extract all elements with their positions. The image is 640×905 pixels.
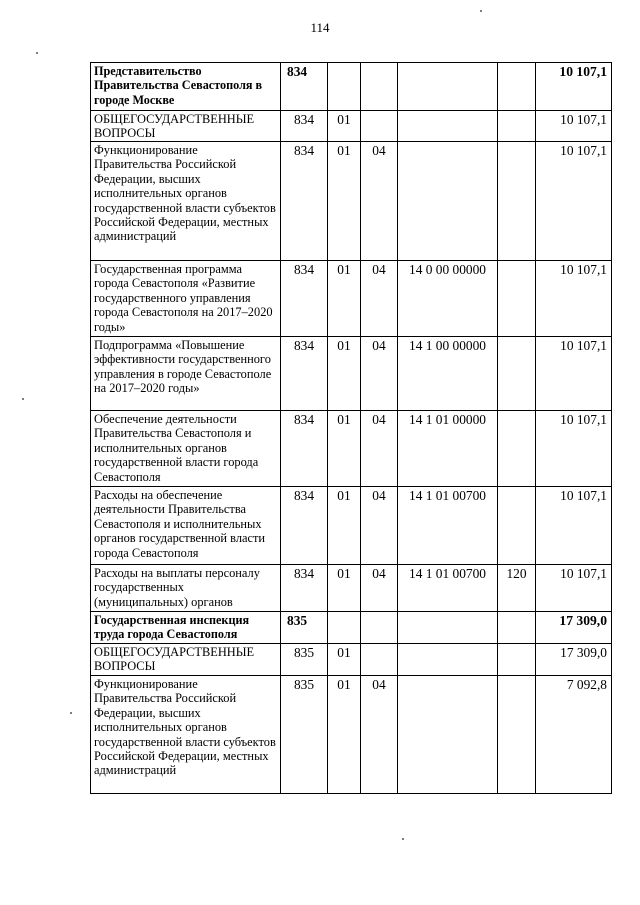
amount-cell: 10 107,1 — [536, 63, 612, 111]
expense-type-cell — [498, 676, 536, 794]
expense-name-cell: Подпрограмма «Повышение эффективности государственного управления в городе Севастополе на 2017–2020 годы» — [91, 337, 281, 411]
target-article-cell — [398, 142, 498, 261]
table-row — [91, 142, 612, 261]
scan-speck — [22, 398, 24, 400]
expense-name-cell: ОБЩЕГОСУДАРСТВЕННЫЕ ВОПРОСЫ — [91, 644, 281, 676]
table-row — [91, 63, 612, 111]
subsection-code-cell: 04 — [361, 487, 398, 565]
expense-type-cell — [498, 644, 536, 676]
amount-cell: 10 107,1 — [536, 337, 612, 411]
ministry-code-cell: 834 — [281, 63, 328, 111]
page-number: 114 — [310, 20, 330, 35]
ministry-code-cell: 834 — [281, 261, 328, 337]
scan-speck — [36, 52, 38, 54]
expense-type-cell — [498, 487, 536, 565]
budget-table — [90, 62, 612, 794]
subsection-code-cell — [361, 612, 398, 644]
amount-cell: 10 107,1 — [536, 565, 612, 612]
expense-type-cell — [498, 142, 536, 261]
table-row — [91, 565, 612, 612]
amount-cell: 17 309,0 — [536, 644, 612, 676]
section-code-cell — [328, 612, 361, 644]
expense-type-cell — [498, 111, 536, 142]
expense-type-cell — [498, 261, 536, 337]
target-article-cell — [398, 612, 498, 644]
table-row — [91, 676, 612, 794]
ministry-code-cell: 834 — [281, 142, 328, 261]
subsection-code-cell: 04 — [361, 261, 398, 337]
budget-table-body — [91, 63, 612, 794]
ministry-code-cell: 835 — [281, 676, 328, 794]
expense-name-cell: Государственная программа города Севастополя «Развитие государственного управления города Севастополя на 2017–2020 годы» — [91, 261, 281, 337]
ministry-code-cell: 834 — [281, 565, 328, 612]
ministry-code-cell: 834 — [281, 411, 328, 487]
subsection-code-cell — [361, 111, 398, 142]
table-row — [91, 337, 612, 411]
amount-cell: 10 107,1 — [536, 142, 612, 261]
section-code-cell: 01 — [328, 487, 361, 565]
expense-name-cell: Функционирование Правительства Российской Федерации, высших исполнительных органов государственной власти субъектов Российской Федерации, местных администраций — [91, 142, 281, 261]
section-code-cell: 01 — [328, 111, 361, 142]
subsection-code-cell — [361, 63, 398, 111]
target-article-cell: 14 1 01 00700 — [398, 565, 498, 612]
scan-speck — [480, 10, 482, 12]
amount-cell: 17 309,0 — [536, 612, 612, 644]
table-row — [91, 411, 612, 487]
expense-name-cell: ОБЩЕГОСУДАРСТВЕННЫЕ ВОПРОСЫ — [91, 111, 281, 142]
expense-type-cell — [498, 337, 536, 411]
subsection-code-cell: 04 — [361, 411, 398, 487]
section-code-cell — [328, 63, 361, 111]
subsection-code-cell: 04 — [361, 565, 398, 612]
section-code-cell: 01 — [328, 676, 361, 794]
expense-name-cell: Представительство Правительства Севастополя в городе Москве — [91, 63, 281, 111]
target-article-cell: 14 0 00 00000 — [398, 261, 498, 337]
table-row — [91, 612, 612, 644]
target-article-cell — [398, 111, 498, 142]
table-row — [91, 487, 612, 565]
target-article-cell: 14 1 00 00000 — [398, 337, 498, 411]
target-article-cell: 14 1 01 00700 — [398, 487, 498, 565]
target-article-cell — [398, 63, 498, 111]
table-row — [91, 644, 612, 676]
subsection-code-cell: 04 — [361, 337, 398, 411]
scan-speck — [70, 712, 72, 714]
ministry-code-cell: 834 — [281, 111, 328, 142]
expense-name-cell: Обеспечение деятельности Правительства Севастополя и исполнительных органов государственной власти города Севастополя — [91, 411, 281, 487]
section-code-cell: 01 — [328, 565, 361, 612]
target-article-cell: 14 1 01 00000 — [398, 411, 498, 487]
expense-name-cell: Функционирование Правительства Российской Федерации, высших исполнительных органов государственной власти субъектов Российской Федерации, местных администраций — [91, 676, 281, 794]
table-row — [91, 261, 612, 337]
section-code-cell: 01 — [328, 261, 361, 337]
ministry-code-cell: 835 — [281, 644, 328, 676]
ministry-code-cell: 834 — [281, 487, 328, 565]
subsection-code-cell: 04 — [361, 142, 398, 261]
amount-cell: 10 107,1 — [536, 261, 612, 337]
subsection-code-cell — [361, 644, 398, 676]
section-code-cell: 01 — [328, 337, 361, 411]
scan-speck — [402, 838, 404, 840]
target-article-cell — [398, 644, 498, 676]
expense-name-cell: Государственная инспекция труда города Севастополя — [91, 612, 281, 644]
amount-cell: 10 107,1 — [536, 111, 612, 142]
ministry-code-cell: 835 — [281, 612, 328, 644]
expense-type-cell: 120 — [498, 565, 536, 612]
section-code-cell: 01 — [328, 411, 361, 487]
expense-name-cell: Расходы на выплаты персоналу государственных (муниципальных) органов — [91, 565, 281, 612]
amount-cell: 10 107,1 — [536, 487, 612, 565]
section-code-cell: 01 — [328, 644, 361, 676]
section-code-cell: 01 — [328, 142, 361, 261]
expense-type-cell — [498, 612, 536, 644]
subsection-code-cell: 04 — [361, 676, 398, 794]
expense-type-cell — [498, 63, 536, 111]
amount-cell: 10 107,1 — [536, 411, 612, 487]
target-article-cell — [398, 676, 498, 794]
ministry-code-cell: 834 — [281, 337, 328, 411]
table-row — [91, 111, 612, 142]
expense-type-cell — [498, 411, 536, 487]
expense-name-cell: Расходы на обеспечение деятельности Правительства Севастополя и исполнительных органов государственной власти города Севастополя — [91, 487, 281, 565]
amount-cell: 7 092,8 — [536, 676, 612, 794]
